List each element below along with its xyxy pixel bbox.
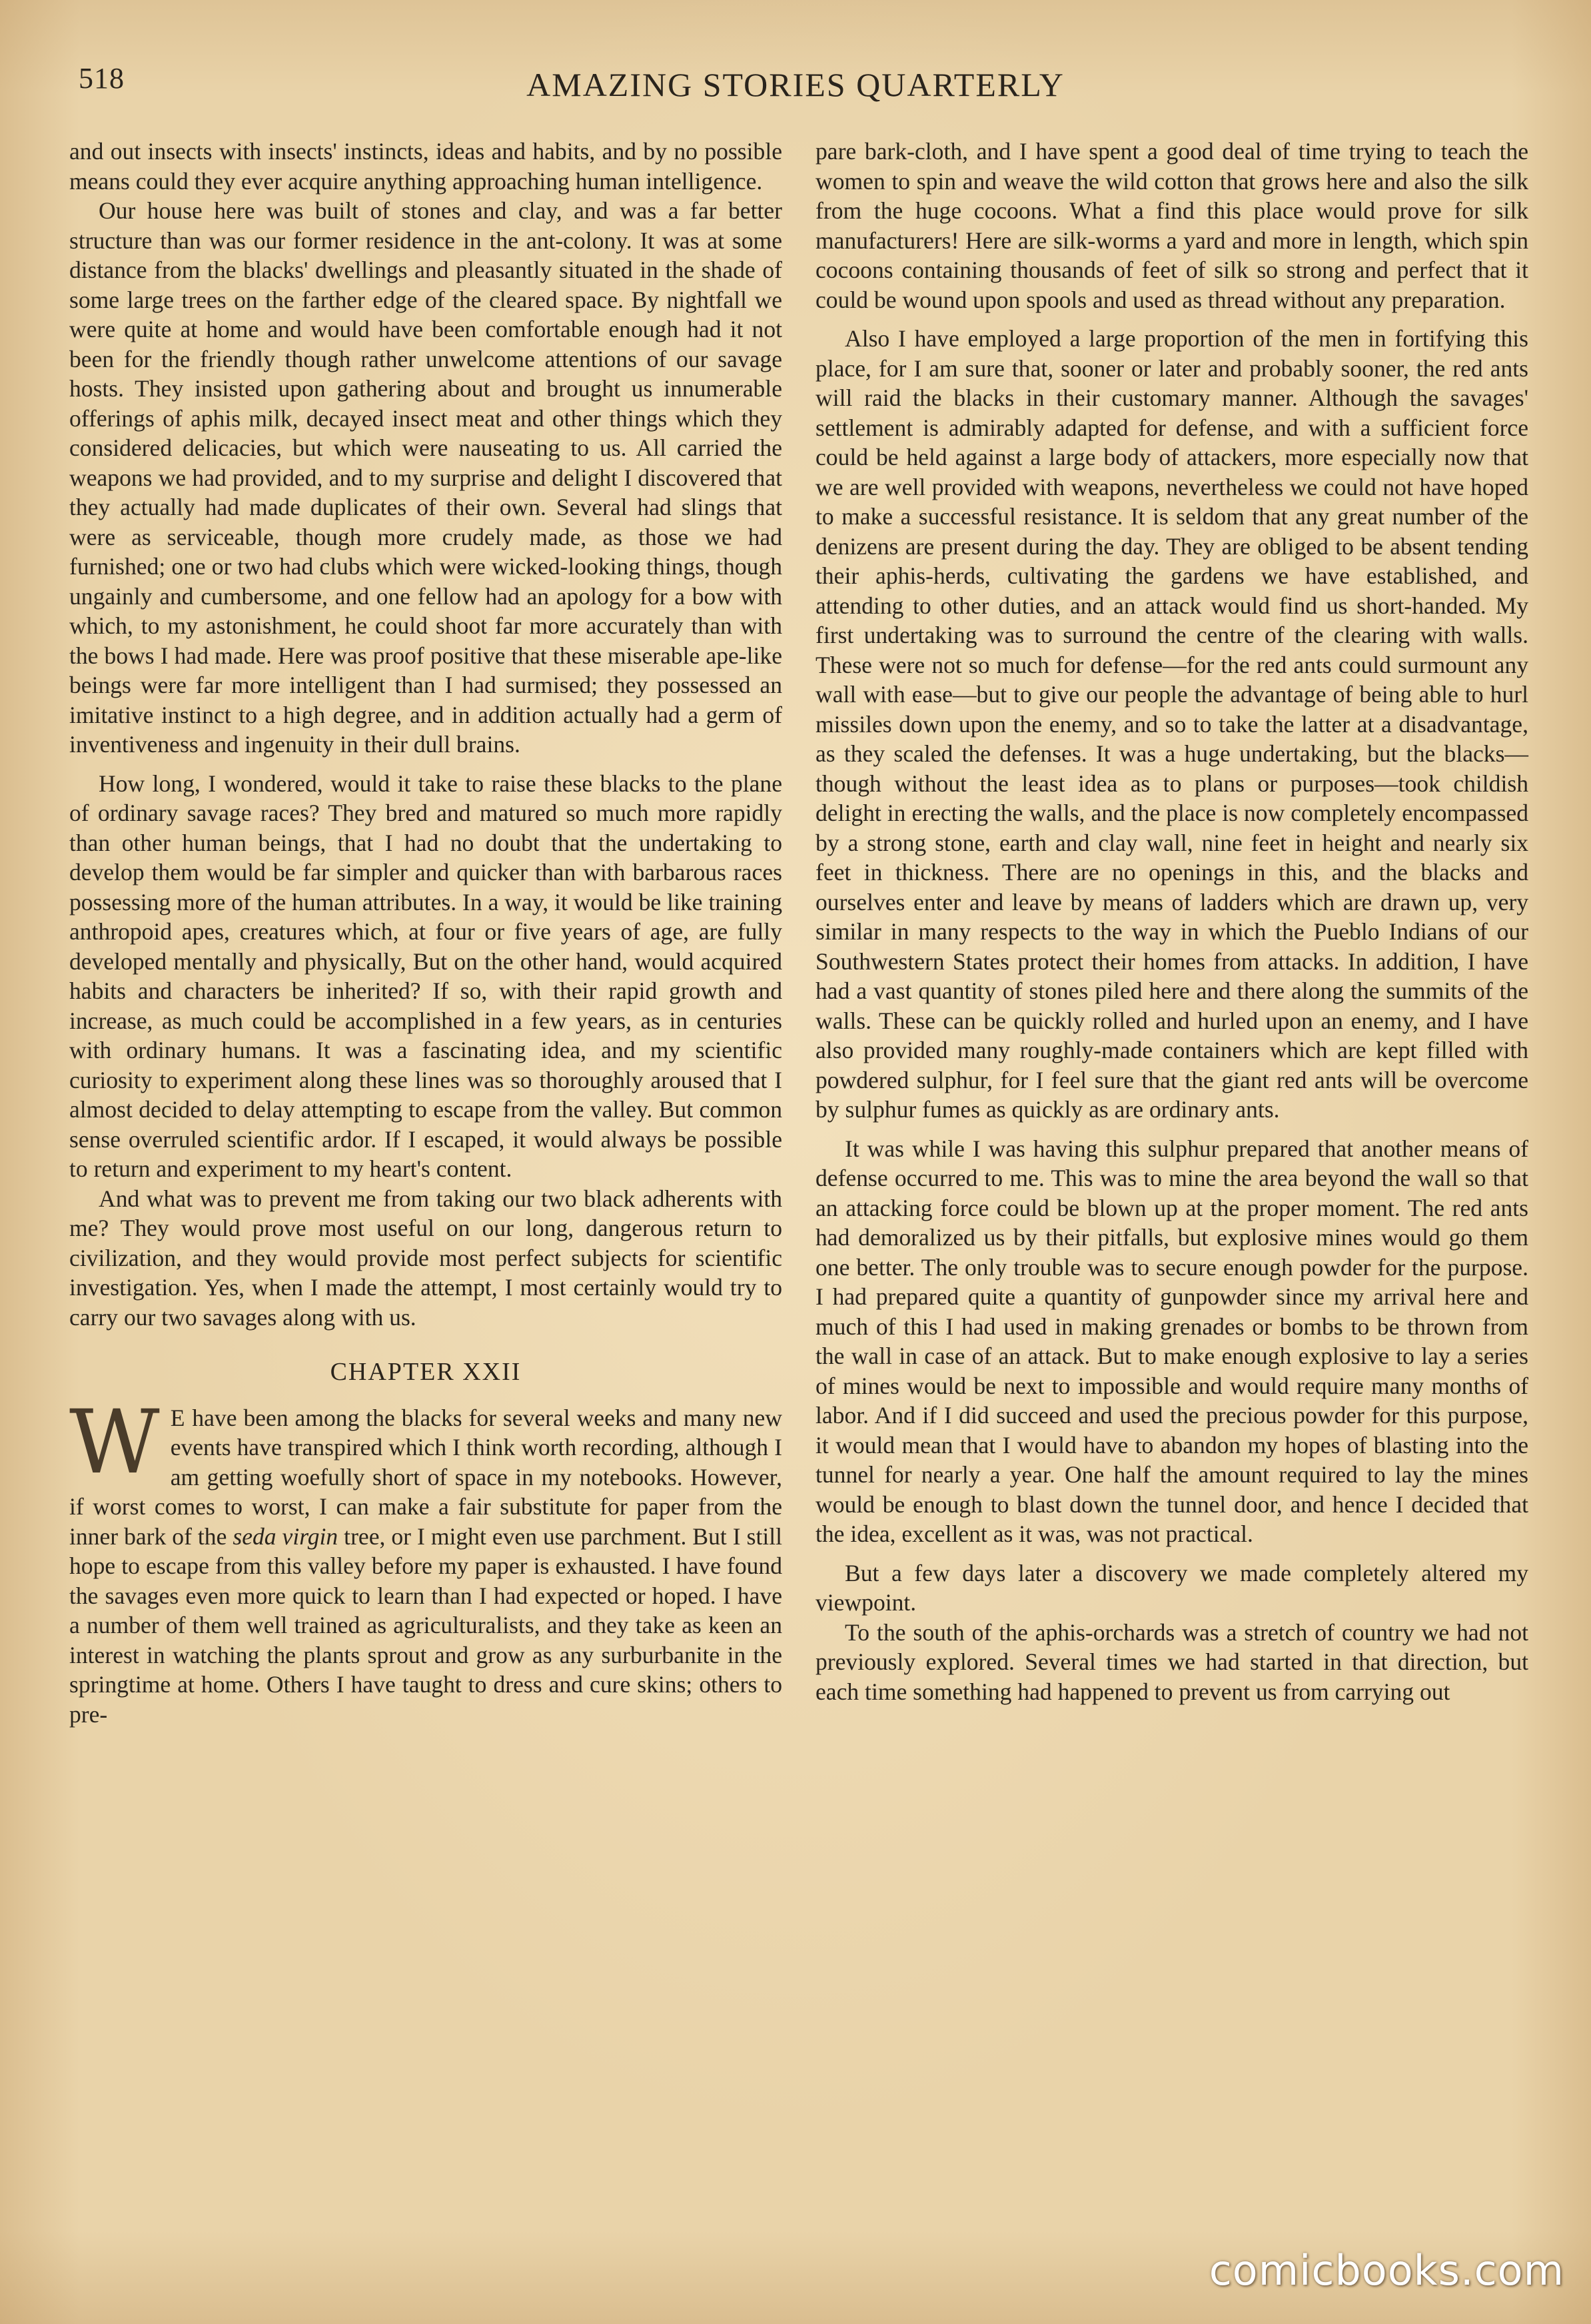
running-head-title: AMAZING STORIES QUARTERLY <box>526 66 1065 103</box>
paragraph-text: have been among the blacks for several weeks and many new events have transpired which I think worth recording, although I am getting woefully short of space in my notebooks. However, if worst comes to worst, I can make a fair substitute for paper from the inner bark of the <box>69 1404 782 1550</box>
paragraph: To the south of the aphis-orchards was a stretch of country we had not previously explored. Several times we had started in that direction, but each time something had happened to prevent us from carrying out <box>815 1618 1528 1705</box>
paragraph-text: tree, or I might even use parchment. But I still hope to escape from this valley before my paper is exhausted. I have found the savages even more quick to learn than I had expected or hoped. I have a number of them well trained as agriculturalists, and they take as keen an interest in watching the plants sprout and grow as any surburbanite in the springtime at home. Others I have taught to dress and cure skins; others to pre- <box>69 1522 782 1728</box>
page-number: 518 <box>79 62 125 95</box>
drop-cap: W <box>69 1391 160 1494</box>
left-column <box>69 137 782 2202</box>
paragraph: And what was to prevent me from taking our two black adherents with me? They would prove most useful on our long, dangerous return to civilization, and they would provide most perfect subjects for scientific investigation. Yes, when I made the attempt, I most certainly would try to carry our two savages along with us. <box>69 1185 782 1331</box>
italic-term: seda virgin <box>233 1522 338 1550</box>
chapter-opening-paragraph <box>69 1391 782 1730</box>
site-watermark: comicbooks.com <box>1209 2246 1564 2295</box>
paragraph: and out insects with insects' instincts, ideas and habits, and by no possible means could they ever acquire anything approaching human intelligence. <box>69 138 782 195</box>
right-column <box>815 137 1528 2202</box>
paragraph: How long, I wondered, would it take to raise these blacks to the plane of ordinary savage races? They bred and matured so much more rapidly than other human beings, that I had no doubt that the undertaking to develop them would be far simpler and quicker than with barbarous races possessing more of the human attributes. In a way, it would be like training anthropoid apes, creatures which, at four or five years of age, are fully developed mentally and physically, But on the other hand, would acquired habits and characters be inherited? If so, with their rapid growth and increase, as much could be accomplished in a few years, as in centuries with ordinary humans. It was a fascinating idea, and my scientific curiosity to experiment along these lines was so thoroughly aroused that I almost decided to delay attempting to escape from the valley. But common sense overruled scientific ardor. If I escaped, it would always be possible to return and experiment to my heart's content. <box>69 770 782 1182</box>
paragraph: But a few days later a discovery we made completely altered my viewpoint. <box>815 1559 1528 1616</box>
paragraph: pare bark-cloth, and I have spent a good deal of time trying to teach the women to spin and weave the wild cotton that grows here and also the silk from the huge cocoons. What a find this place would prove for silk manufacturers! Here are silk-worms a yard and more in length, which spin cocoons containing thousands of feet of silk so strong and perfect that it could be wound upon spools and used as thread without any preparation. <box>815 138 1528 313</box>
small-caps-letter: E <box>170 1404 186 1431</box>
chapter-heading: CHAPTER XXII <box>330 1358 522 1386</box>
paragraph: It was while I was having this sulphur prepared that another means of defense occurred to me. This was to mine the area beyond the wall so that an attacking force could be blown up at the proper moment. The red ants had demoralized us by their pitfalls, but explosive mines would go them one better. The only trouble was to secure enough powder for the purpose. I had prepared quite a quantity of gunpowder since my arrival here and much of this I had used in making grenades or bombs to be thrown from the wall in case of an attack. But to make enough explosive to lay a series of mines would be next to impossible and would require many months of labor. And if I did succeed and used the precious powder for this purpose, it would mean that I would have to abandon my hopes of blasting into the tunnel for nearly a year. One half the amount required to lay the mines would be enough to blast down the tunnel door, and hence I decided that the idea, excellent as it was, was not practical. <box>815 1135 1528 1547</box>
paragraph: Our house here was built of stones and clay, and was a far better structure than was our former residence in the ant-colony. It was at some distance from the blacks' dwellings and pleasantly situated in the shade of some large trees on the farther edge of the cleared space. By nightfall we were quite at home and would have been comfortable enough had it not been for the friendly though rather unwelcome attentions of our savage hosts. They insisted upon gathering about and brought us innumerable offerings of aphis milk, decayed insect meat and other things which they considered delicacies, but which were nauseating to us. All carried the weapons we had provided, and to my surprise and delight I discovered that they actually had made duplicates of their own. Several had slings that were as serviceable, though more crudely made, as those we had furnished; one or two had clubs which were wicked-looking things, though ungainly and cumbersome, and one fellow had an apology for a bow with which, to my astonishment, he could shoot far more accurately than with the bows I had made. Here was proof positive that these miserable ape-like beings were far more intelligent than I had surmised; they possessed an imitative instinct to a high degree, and in addition actually had a germ of inventiveness and ingenuity in their dull brains. <box>69 197 782 758</box>
paragraph: Also I have employed a large proportion of the men in fortifying this place, for I am sure that, sooner or later and probably sooner, the red ants will raid the blacks in their customary manner. Although the savages' settlement is admirably adapted for defense, and with a sufficient force could be held against a large body of attackers, more especially now that we are well provided with weapons, nevertheless we could not have hoped to make a successful resistance. It is seldom that any great number of the denizens are present during the day. They are obliged to be absent tending their aphis-herds, cultivating the gardens we have established, and attending to other duties, and an attack would find us short-handed. My first undertaking was to surround the centre of the clearing with walls. These were not so much for defense—for the red ants could surmount any wall with ease—but to give our people the advantage of being able to hurl missiles down upon the enemy, and so to take the latter at a disadvantage, as they scaled the defenses. It was a huge undertaking, but the blacks—though without the least idea as to plans or purposes—took childish delight in erecting the walls, and the place is now completely encompassed by a strong stone, earth and clay wall, nine feet in height and nearly six feet in thickness. There are no openings in this, and the blacks and ourselves enter and leave by means of ladders which are drawn up, very similar in many respects to the way in which the Pueblo Indians of our Southwestern States protect their homes from attacks. In addition, I have had a vast quantity of stones piled here and there along the summits of the walls. These can be quickly rolled and hurled upon an enemy, and I have also provided many roughly-made containers which are kept filled with powdered sulphur, for I feel sure that the giant red ants will be overcome by sulphur fumes as quickly as are ordinary ants. <box>815 325 1528 1123</box>
